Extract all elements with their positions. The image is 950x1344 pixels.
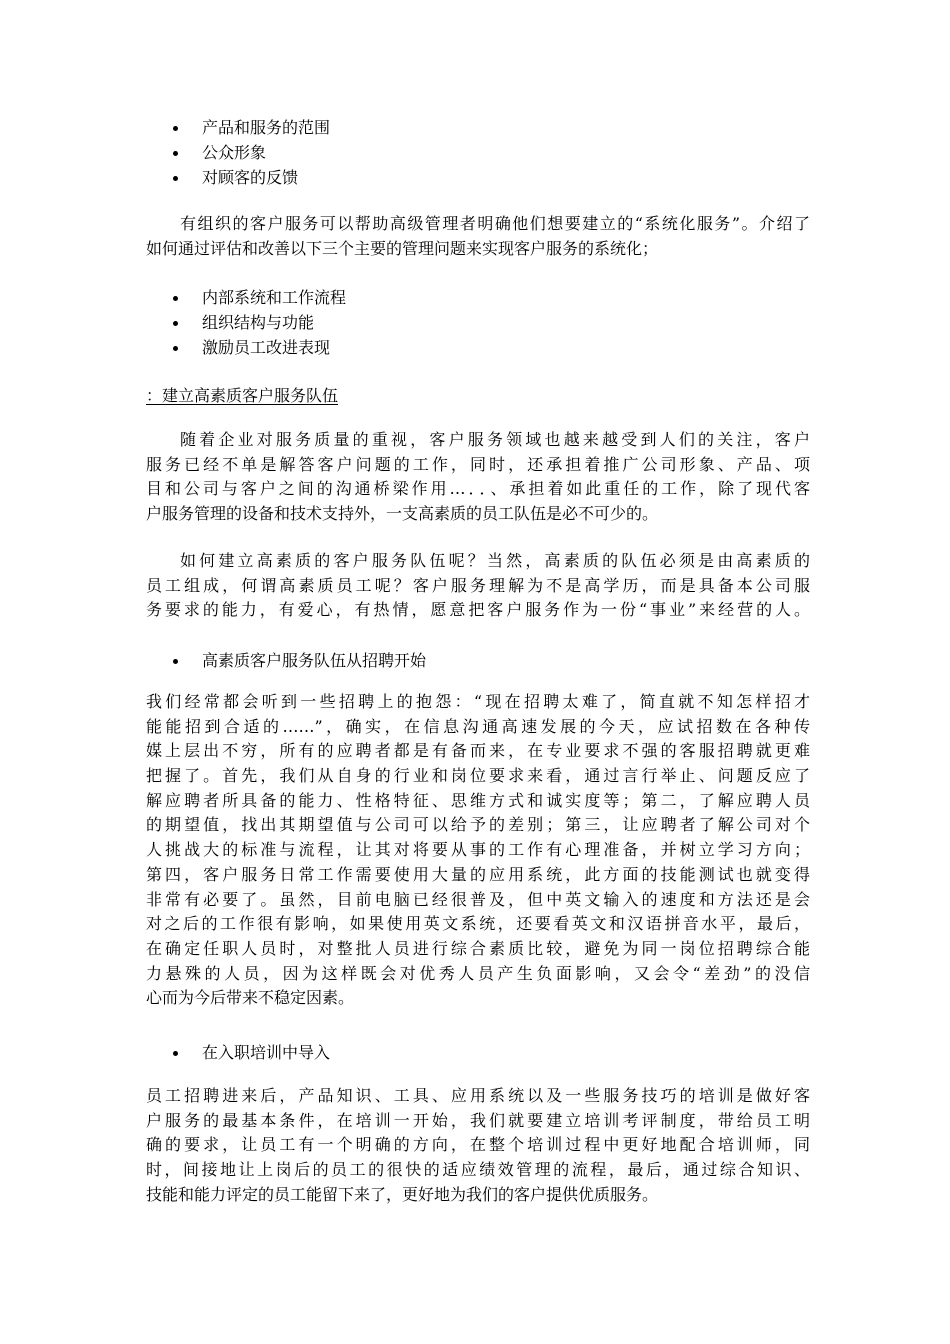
bullet-icon [173,126,178,131]
text-line: 心而为今后带来不稳定因素。 [146,988,355,1008]
section-heading: ：建立高素质客户服务队伍 [146,386,339,405]
bullet-icon [173,296,178,301]
bullet-icon [173,176,178,181]
text-line: 把握了。首先，我们从自身的行业和岗位要求来看，通过言行举止、问题反应了 [146,766,810,786]
text-line: 服务已经不单是解答客户问题的工作，同时，还承担着推广公司形象、产品、项 [146,454,810,474]
text-line: 时，间接地让上岗后的员工的很快的适应绩效管理的流程，最后，通过综合知识、 [146,1160,810,1180]
text-line: 有组织的客户服务可以帮助高级管理者明确他们想要建立的“系统化服务”。介绍了 [180,214,810,233]
text-line: 力悬殊的人员，因为这样既会对优秀人员产生负面影响，又会令“差劲”的没信 [146,963,810,983]
text-line: 非常有必要了。虽然，目前电脑已经很普及，但中英文输入的速度和方法还是会 [146,889,810,909]
text-line: 技能和能力评定的员工能留下来了，更好地为我们的客户提供优质服务。 [146,1184,659,1204]
text-line: 户服务的最基本条件，在培训一开始，我们就要建立培训考评制度，带给员工明 [146,1110,810,1130]
text-line: 对之后的工作很有影响，如果使用英文系统，还要看英文和汉语拼音水平，最后， [146,914,810,934]
text-line: 解应聘者所具备的能力、性格特征、思维方式和诚实度等；第二，了解应聘人员 [146,790,810,810]
text-line: 如何通过评估和改善以下三个主要的管理问题来实现客户服务的系统化； [146,238,659,258]
bullet-icon [173,659,178,664]
text-line: 员工组成，何谓高素质员工呢？客户服务理解为不是高学历，而是具备本公司服 [146,575,810,595]
text-line: 我们经常都会听到一些招聘上的抱怨：“现在招聘太难了，简直就不知怎样招才 [146,692,810,711]
text-line: 人挑战大的标准与流程，让其对将要从事的工作有心理准备，并树立学习方向； [146,840,810,860]
paragraph-recruitment [146,690,810,1011]
text-line: 随着企业对服务质量的重视，客户服务领域也越来越受到人们的关注，客户 [180,430,810,449]
text-line: 在确定任职人员时，对整批人员进行综合素质比较，避免为同一岗位招聘综合能 [146,938,810,958]
text-line: 媒上层出不穷，所有的应聘者都是有备而来，在专业要求不强的客服招聘就更难 [146,741,810,761]
text-line: 员工招聘进来后，产品知识、工具、应用系统以及一些服务技巧的培训是做好客 [146,1086,810,1105]
paragraph-high-quality-team [146,549,810,623]
bullet-icon [173,151,178,156]
text-line: 第四，客户服务日常工作需要使用大量的应用系统，此方面的技能测试也就变得 [146,864,810,884]
paragraph-systematic-service [146,212,810,261]
text-line: 的期望值，找出其期望值与公司可以给予的差别；第三，让应聘者了解公司对个 [146,815,810,835]
text-line: 户服务管理的设备和技术支持外，一支高素质的员工队伍是必不可少的。 [146,504,659,524]
text-line: 能能招到合适的……”，确实，在信息沟通高速发展的今天，应试招数在各种传 [146,716,810,736]
text-line: 确的要求，让员工有一个明确的方向，在整个培训过程中更好地配合培训师，同 [146,1135,810,1155]
text-line: 目和公司与客户之间的沟通桥梁作用…．．、承担着如此重任的工作，除了现代客 [146,479,810,499]
bullet-icon [173,346,178,351]
paragraph-training [146,1084,810,1207]
text-line: 如何建立高素质的客户服务队伍呢？当然，高素质的队伍必须是由高素质的 [180,551,810,570]
bullet-icon [173,321,178,326]
document-page: 产品和服务的范围 公众形象 对顾客的反馈 有组织的客户服务可以帮助高级管理者明确他们想要建立的“系统化服务”。介绍了 如何通过评估和改善以下三个主要的管理问题来实现客户服务的系统化； 内部系统和工作流程 组织结构与功能 激励员工改进表现 ：建立高素质客户服务队伍 随着企业对服务质量的重视，客户服务领域也越来越受到人们的关注，客户 服务已经不单是解答客户问题的工作，同时，还承担着推广公司形象、产品、项 目和公司与客户之间的沟通桥梁作用…．．、承担着如此重任的工作，除了现代客 户服务管理的设备和技术支持外，一支高素质的员工队伍是必不可少的。 如何建立高素质的客户服务队伍呢？当然，高素质的队伍必须是由高素质的 员工组成，何谓高素质员工呢？客户服务理解为不是高学历，而是具备本公司服 务要求的能力，有爱心，有热情，愿意把客户服务作为一份“事业”来经营的人。 高素质客户服务队伍从招聘开始 我们经常都会听到一些招聘上的抱怨：“现在招聘太难了，简直就不知怎样招才 能能招到合适的……”，确实，在信息沟通高速发展的今天，应试招数在各种传 媒上层出不穷，所有的应聘者都是有备而来，在专业要求不强的客服招聘就更难 把握了。首先，我们从自身的行业和岗位要求来看，通过言行举止、问题反应了 解应聘者所具备的能力、性格特征、思维方式和诚实度等；第二，了解应聘人员 的期望值，找出其期望值与公司可以给予的差别；第三，让应聘者了解公司对个 人挑战大的标准与流程，让其对将要从事的工作有心理准备，并树立学习方向； 第四，客户服务日常工作需要使用大量的应用系统，此方面的技能测试也就变得 非常有必要了。虽然，目前电脑已经很普及，但中英文输入的速度和方法还是会 对之后的工作很有影响，如果使用英文系统，还要看英文和汉语拼音水平，最后， 在确定任职人员时，对整批人员进行综合素质比较，避免为同一岗位招聘综合能 力悬殊的人员，因为这样既会对优秀人员产生负面影响，又会令“差劲”的没信 心而为今后带来不稳定因素。 在入职培训中导入 员工招聘进来后，产品知识、工具、应用系统以及一些服务技巧的培训是做好客 户服务的最基本条件，在培训一开始，我们就要建立培训考评制度，带给员工明 确的要求，让员工有一个明确的方向，在整个培训过程中更好地配合培训师，同 时，间接地让上岗后的员工的很快的适应绩效管理的流程，最后，通过综合知识、 技能和能力评定的员工能留下来了，更好地为我们的客户提供优质服务。 [0,0,950,1344]
paragraph-service-quality [146,428,810,527]
bullet-icon [173,1051,178,1056]
text-line: 务要求的能力，有爱心，有热情，愿意把客户服务作为一份“事业”来经营的人。 [146,600,810,620]
